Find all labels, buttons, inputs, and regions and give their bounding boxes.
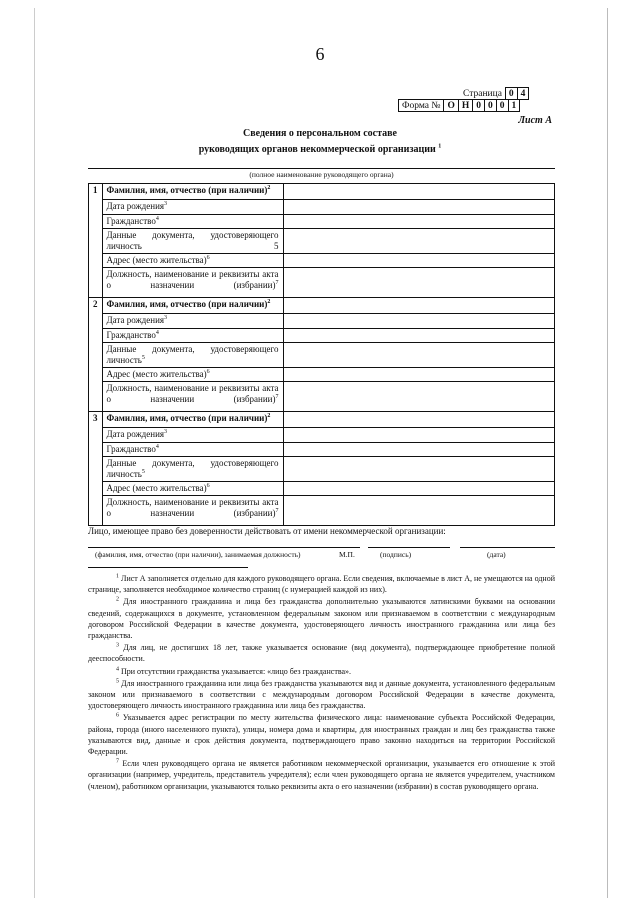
members-table (88, 183, 555, 526)
footnote-ref: 6 (206, 255, 210, 261)
field-value[interactable] (283, 254, 555, 268)
table-row (89, 343, 555, 368)
field-label-text: Гражданство (106, 330, 156, 340)
field-label (102, 412, 283, 428)
sheet-label: Лист А (518, 115, 552, 126)
field-value[interactable] (283, 428, 555, 443)
field-label (102, 428, 283, 443)
footnote-number: 6 (116, 712, 119, 719)
stamp-label: М.П. (339, 550, 355, 559)
table-row (89, 412, 555, 428)
group-number: 3 (89, 412, 103, 526)
field-label (102, 343, 283, 368)
field-label-text: Адрес (место жительства) (106, 483, 207, 493)
table-row (89, 215, 555, 229)
table-row (89, 229, 555, 254)
field-label-text: Должность, наименование и реквизиты акта о назначении (избрании) (106, 383, 279, 404)
footnote-ref: 4 (155, 444, 159, 450)
table-row (89, 329, 555, 343)
group-number: 1 (89, 184, 103, 298)
footnote-ref: 2 (267, 185, 271, 191)
field-label (102, 200, 283, 215)
field-label (102, 229, 283, 254)
footnote-ref: 5 (141, 355, 145, 361)
field-value[interactable] (283, 482, 555, 496)
footnote-ref: 7 (275, 280, 279, 286)
footnote-text: Для лиц, не достигших 18 лет, также указывается основание (вид документа), подтверждающее приобретение полной дееспособности. (88, 643, 556, 664)
table-row (89, 184, 555, 200)
footnote-ref: 3 (164, 315, 168, 321)
field-label-text: Дата рождения (106, 201, 165, 211)
page-digit: 0 (505, 88, 517, 100)
form-code-table (398, 99, 520, 112)
page-digit: 4 (517, 88, 529, 100)
field-label-text: Должность, наименование и реквизиты акта о назначении (избрании) (106, 497, 279, 518)
footnote-ref: 5 (141, 469, 145, 475)
name-caption: (фамилия, имя, отчество (при наличии), занимаемая должность) (95, 550, 301, 559)
field-label-text: Дата рождения (106, 429, 165, 439)
footnote-ref: 4 (155, 216, 159, 222)
org-name-line[interactable] (88, 168, 555, 169)
table-row (89, 457, 555, 482)
field-label (102, 368, 283, 382)
footnote (88, 678, 555, 712)
table-row (89, 268, 555, 298)
footnote (88, 573, 555, 595)
footnote-ref: 7 (275, 394, 279, 400)
field-value[interactable] (283, 329, 555, 343)
date-caption: (дата) (487, 550, 506, 559)
field-value[interactable] (283, 268, 555, 298)
signature-caption: (подпись) (380, 550, 412, 559)
field-label-text: Гражданство (106, 444, 156, 454)
footnote (88, 596, 555, 641)
footnote (88, 642, 555, 664)
field-label (102, 382, 283, 412)
field-label-text: Фамилия, имя, отчество (при наличии) (106, 413, 268, 423)
signatory-intro: Лицо, имеющее право без доверенности действовать от имени некоммерческой организации: (88, 526, 446, 536)
field-label (102, 184, 283, 200)
field-label (102, 496, 283, 526)
table-row (89, 298, 555, 314)
field-value[interactable] (283, 229, 555, 254)
field-label (102, 457, 283, 482)
footnote-ref: 2 (267, 299, 271, 305)
field-value[interactable] (283, 184, 555, 200)
footnote-ref: 7 (275, 508, 279, 514)
footnote-text: Если член руководящего органа не является работником некоммерческой организации, указывается его отношение к этой организации (например, учредитель, представитель учредителя); если член руководящего органа не является учредителем, участником (членом), работником организации, указываются только реквизиты акта о его назначении (избрании) в состав руководящего органа. (88, 759, 555, 791)
footnote-ref: 3 (164, 429, 168, 435)
table-row (89, 382, 555, 412)
name-line[interactable] (88, 547, 360, 548)
date-line[interactable] (460, 547, 555, 548)
field-value[interactable] (283, 200, 555, 215)
field-value[interactable] (283, 343, 555, 368)
footnote (88, 666, 555, 677)
footnote-ref: 1 (438, 143, 442, 150)
field-value[interactable] (283, 314, 555, 329)
field-label (102, 298, 283, 314)
footnote-text: Указывается адрес регистрации по месту жительства физического лица: наименование субъекта Российской Федерации, района, города (иного населенного пункта), улицы, номера дома и квартиры, для иностранных граждан и лиц без гражданства также указываются вид, данные и срок действия документа, подтверждающего право законно находиться на территории Российской Федерации. (88, 713, 556, 757)
form-code-cell: 1 (508, 100, 520, 112)
page-label: Страница (463, 88, 502, 99)
footnote-ref: 6 (206, 369, 210, 375)
signature-line[interactable] (368, 547, 450, 548)
footnote-text: При отсутствии гражданства указывается: «лицо без гражданства». (121, 666, 352, 676)
form-code-cell: 0 (485, 100, 497, 112)
table-row (89, 496, 555, 526)
field-label (102, 314, 283, 329)
field-label-text: Данные документа, удостоверяющего личность (106, 344, 279, 365)
field-label-text: Должность, наименование и реквизиты акта о назначении (избрании) (106, 269, 279, 290)
footnote-number: 1 (116, 573, 119, 580)
footnote-number: 7 (116, 758, 119, 765)
field-value[interactable] (283, 443, 555, 457)
field-label-text: Адрес (место жительства) (106, 255, 207, 265)
field-label (102, 482, 283, 496)
footnote-number: 3 (116, 642, 119, 649)
field-label (102, 215, 283, 229)
table-row (89, 428, 555, 443)
page-number: 6 (315, 44, 325, 64)
footnote-text: Для иностранного гражданина и лица без гражданства дополнительно указываются латинскими буквами на основании сведений, содержащихся в документе, установленном федеральным законом или признаваемом в соответствии с международным договором Российской Федерации в качестве документа, удостоверяющего личность иностранного гражданина или лица без гражданства. (88, 597, 555, 641)
field-label (102, 329, 283, 343)
field-label-text: Данные документа, удостоверяющего личность (106, 458, 279, 479)
form-label: Форма № (399, 100, 444, 112)
footnote-ref: 4 (155, 330, 159, 336)
field-label-text: Данные документа, удостоверяющего личность 5 (106, 230, 279, 251)
form-code-cell: 0 (496, 100, 508, 112)
footnote-ref: 2 (267, 413, 271, 419)
org-name-caption: (полное наименование руководящего органа) (249, 170, 394, 179)
table-row (89, 482, 555, 496)
footnotes (88, 573, 555, 793)
field-label-text: Адрес (место жительства) (106, 369, 207, 379)
field-value[interactable] (283, 457, 555, 482)
field-label (102, 268, 283, 298)
footnote-text: Лист А заполняется отдельно для каждого руководящего органа. Если сведения, включаемые в лист А, не умещаются на одной странице, заполняется необходимое количество страниц (с нумерацией каждой из них). (88, 574, 555, 595)
field-value[interactable] (283, 368, 555, 382)
field-label-text: Фамилия, имя, отчество (при наличии) (106, 185, 268, 195)
form-code-cell: Н (458, 100, 472, 112)
table-row (89, 314, 555, 329)
footnote-number: 2 (116, 596, 119, 603)
table-row (89, 254, 555, 268)
group-number: 2 (89, 298, 103, 412)
footnote-text: Для иностранного гражданина или лица без гражданства указываются вид и данные документа, установленного федеральным законом или признаваемого в соответствии с международным договором Российской Федерации в качестве документа, удостоверяющего личность иностранного гражданина или лица без гражданства. (88, 678, 556, 711)
field-value[interactable] (283, 496, 555, 526)
footnote (88, 712, 555, 757)
footnote-number: 4 (116, 665, 119, 672)
form-code-cell: О (444, 100, 458, 112)
title-text: руководящих органов некоммерческой организации (198, 144, 436, 155)
footnote (88, 758, 555, 792)
table-row (89, 200, 555, 215)
footnote-ref: 6 (206, 483, 210, 489)
footnote-number: 5 (116, 678, 119, 685)
field-label (102, 443, 283, 457)
form-code-cell: 0 (473, 100, 485, 112)
field-value[interactable] (283, 298, 555, 314)
field-value[interactable] (283, 382, 555, 412)
table-row (89, 368, 555, 382)
field-label-text: Гражданство (106, 216, 156, 226)
title-line-1: Сведения о персональном составе (243, 128, 397, 139)
table-row (89, 443, 555, 457)
footnote-separator (88, 567, 248, 568)
field-label-text: Фамилия, имя, отчество (при наличии) (106, 299, 268, 309)
field-value[interactable] (283, 412, 555, 428)
field-label-text: Дата рождения (106, 315, 165, 325)
field-value[interactable] (283, 215, 555, 229)
footnote-ref: 3 (164, 201, 168, 207)
title-line-2 (0, 144, 640, 155)
field-label (102, 254, 283, 268)
